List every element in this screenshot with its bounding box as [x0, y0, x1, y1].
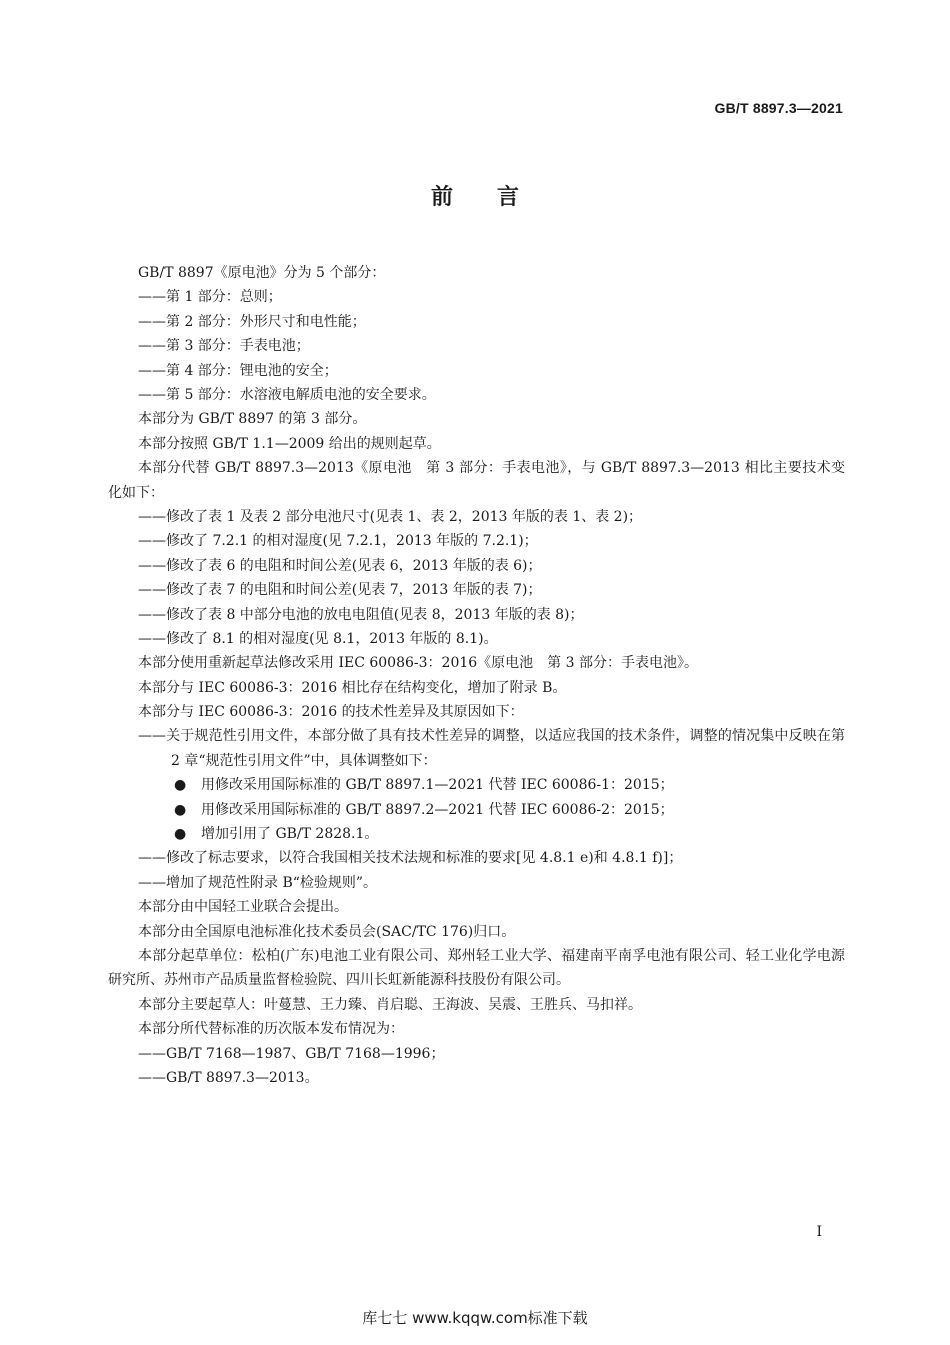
- list-item: ——第 5 部分：水溶液电解质电池的安全要求。: [138, 386, 436, 403]
- list-item: ——GB/T 7168—1987、GB/T 7168—1996；: [138, 1045, 445, 1062]
- bullet-item: [108, 773, 845, 797]
- paragraph: 本部分为 GB/T 8897 的第 3 部分。: [138, 411, 367, 428]
- document-body: [108, 261, 845, 1090]
- list-item: ——修改了 7.2.1 的相对湿度(见 7.2.1，2013 年版的 7.2.1)；: [138, 533, 538, 550]
- list-item: ——修改了表 8 中部分电池的放电电阻值(见表 8，2013 年版的表 8)；: [138, 606, 584, 623]
- standard-code: GB/T 8897.3—2021: [714, 100, 843, 116]
- page-title: 前言: [430, 185, 563, 210]
- paragraph: 本部分由中国轻工业联合会提出。: [138, 899, 348, 916]
- bullet-icon: ●: [174, 777, 187, 794]
- page-number: I: [816, 1224, 822, 1240]
- list-item: ——修改了表 1 及表 2 部分电池尺寸(见表 1、表 2，2013 年版的表 1、表 2)；: [138, 508, 643, 525]
- bullet-item: [108, 822, 845, 846]
- bullet-icon: ●: [174, 801, 187, 818]
- bullet-icon: ●: [174, 826, 187, 843]
- paragraph: 本部分与 IEC 60086-3：2016 相比存在结构变化，增加了附录 B。: [138, 679, 567, 696]
- list-item: ——修改了 8.1 的相对湿度(见 8.1，2013 年版的 8.1)。: [138, 630, 498, 647]
- paragraph: GB/T 8897《原电池》分为 5 个部分：: [138, 265, 386, 281]
- bullet-text: 用修改采用国际标准的 GB/T 8897.2—2021 代替 IEC 60086-2：2015；: [201, 801, 674, 818]
- paragraph: 本部分所代替标准的历次版本发布情况为：: [138, 1021, 404, 1038]
- paragraph: 本部分代替 GB/T 8897.3—2013《原电池 第 3 部分：手表电池》，与 GB/T 8897.3—2013 相比主要技术变化如下：: [108, 460, 845, 501]
- paragraph: 本部分由全国原电池标准化技术委员会(SAC/TC 176)归口。: [138, 923, 516, 940]
- list-item: ——修改了表 7 的电阻和时间公差(见表 7，2013 年版的表 7)；: [138, 582, 542, 599]
- list-item: ——关于规范性引用文件，本部分做了具有技术性差异的调整，以适应我国的技术条件，调整的情况集中反映在第 2 章“规范性引用文件”中，具体调整如下：: [138, 728, 845, 769]
- bullet-item: [108, 798, 845, 822]
- paragraph: 本部分按照 GB/T 1.1—2009 给出的规则起草。: [138, 435, 441, 452]
- footer-watermark: 库七七 www.kqqw.com标准下载: [362, 1309, 588, 1327]
- bullet-text: 增加引用了 GB/T 2828.1。: [201, 826, 379, 843]
- list-item: ——增加了规范性附录 B“检验规则”。: [138, 874, 378, 891]
- list-item: ——第 3 部分：手表电池；: [138, 338, 310, 355]
- list-item: ——第 1 部分：总则；: [138, 289, 282, 306]
- list-item: ——第 4 部分：锂电池的安全；: [138, 362, 338, 379]
- list-item: ——修改了表 6 的电阻和时间公差(见表 6，2013 年版的表 6)；: [138, 557, 542, 574]
- bullet-text: 用修改采用国际标准的 GB/T 8897.1—2021 代替 IEC 60086-1：2015；: [201, 777, 674, 794]
- list-item: ——GB/T 8897.3—2013。: [138, 1069, 319, 1086]
- paragraph: 本部分起草单位：松柏(广东)电池工业有限公司、郑州轻工业大学、福建南平南孚电池有限公司、轻工业化学电源研究所、苏州市产品质量监督检验院、四川长虹新能源科技股份有限公司。: [108, 948, 845, 989]
- list-item: ——第 2 部分：外形尺寸和电性能；: [138, 313, 366, 330]
- list-item: ——修改了标志要求，以符合我国相关技术法规和标准的要求[见 4.8.1 e)和 4.8.1 f)]；: [138, 850, 683, 867]
- paragraph: 本部分主要起草人：叶蔓慧、王力臻、肖启聪、王海波、吴震、王胜兵、马扣祥。: [138, 996, 642, 1013]
- paragraph: 本部分使用重新起草法修改采用 IEC 60086-3：2016《原电池 第 3 部分：手表电池》。: [138, 655, 698, 672]
- paragraph: 本部分与 IEC 60086-3：2016 的技术性差异及其原因如下：: [138, 704, 524, 721]
